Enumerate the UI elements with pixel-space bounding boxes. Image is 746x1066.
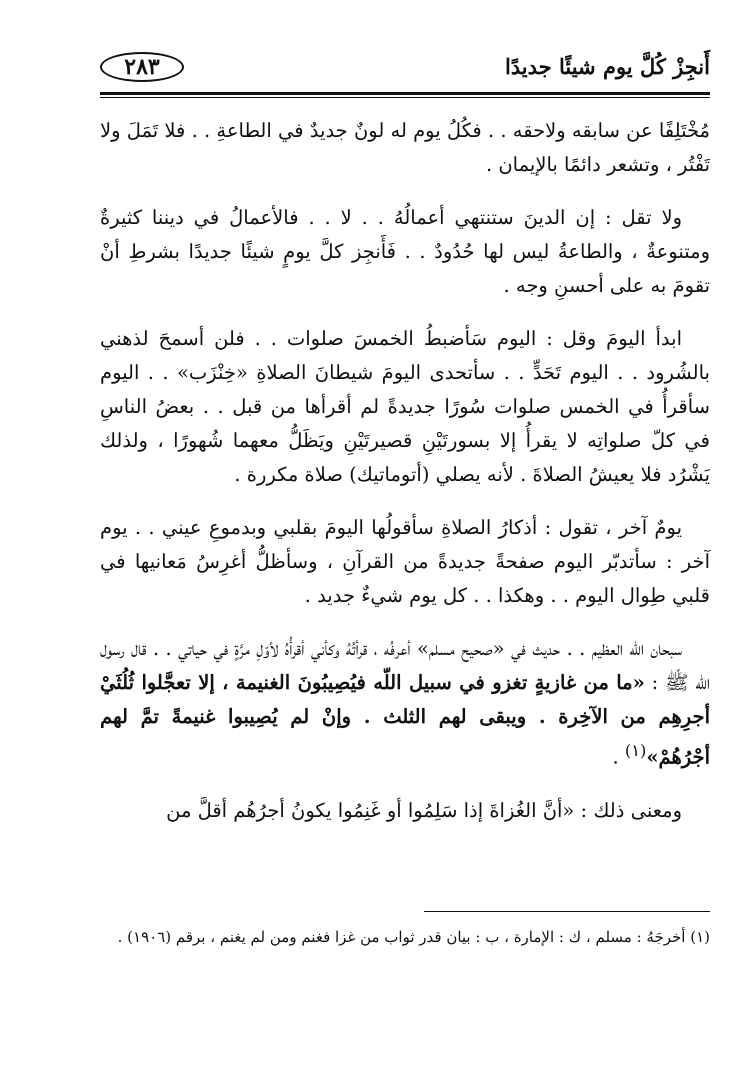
footnote-marker[interactable]: (١) xyxy=(624,741,647,760)
hadith-paragraph xyxy=(100,632,710,775)
sentence-end: . xyxy=(612,745,619,769)
page-number: ٢٨٣ xyxy=(100,52,184,82)
paragraph: ومعنى ذلك : «أنَّ الغُزاةَ إذا سَلِمُوا أو غَنِمُوا يكونُ أجرُهُم أقلَّ من xyxy=(166,798,682,822)
paragraph: ابدأ اليومَ وقل : اليوم سَأضبطُ الخمسَ صلوات . . فلن أسمحَ لذهني بالشُرود . . اليوم تَحَدٍّ . . سأتحدى اليومَ شيطانَ الصلاةِ «خِنْزَب» . . اليوم سأقرأُ في الخمس صلوات سُورًا جديدةً لم أقرأها من قبل . . بعضُ الناسِ في كلّ صلواتِه لا يقرأُ إلا بسورتَيْنِ قصيرتَيْنِ ويَظَلُّ معهما شُهورًا ، ولذلك يَشْرُد فلا يعيشُ الصلاةَ . لأنه يصلي (أتوماتيك) صلاة مكررة . xyxy=(100,327,710,486)
paragraph: مُخْتَلِفًا عن سابقه ولاحقه . . فكُلُ يوم له لونٌ جديدٌ في الطاعةِ . . فلا تَمَلَ ولا تَفْتُر ، وتشعر دائمًا بالإيمان . xyxy=(100,119,710,176)
header-rule-thin xyxy=(100,97,710,98)
page-header xyxy=(100,50,710,90)
header-rule xyxy=(100,92,710,95)
body-text xyxy=(100,114,710,847)
paragraph: ولا تقل : إن الدينَ ستنتهي أعمالُهُ . . لا . . فالأعمالُ في ديننا كثيرةٌ ومتنوعةٌ ، والطاعةُ ليس لها حُدُودٌ . . فَأَنجِز كلَّ يومٍ شيئًا جديدًا بشرطِ أنْ تقومَ به على أحسنِ وجه . xyxy=(100,206,710,297)
footnote-rule xyxy=(424,911,710,912)
hadith-quote: «ما من غازيةٍ تغزو في سبيل اللّه فيُصِيبُونَ الغنيمة ، إلا تعجَّلوا ثُلُثَيْ أجرِهِم من الآخِرة . ويبقى لهم الثلث . وإنْ لم يُصِيبوا غنيمةً تمَّ لهم أجْرُهُمْ» xyxy=(100,671,710,769)
hadith-intro: سبحان اللّه العظيم . . حديث في «صحيح مسلم» أعرفُه ، قرأتُهُ وكأني أقرأُهُ لأوّلِ مرَّةٍ في حياتي . . قال رسول اللّه ﷺ : xyxy=(100,637,710,694)
paragraph: يومٌ آخر ، تقول : أذكارُ الصلاةِ سأقولُها اليومَ بقلبي وبدموعِ عيني . . يوم آخر : سأتدبّر اليوم صفحةً جديدةً من القرآنِ ، وسأظلُّ أغرِسُ مَعانيها في قلبي طِوال اليوم . . وهكذا . . كل يوم شيءٌ جديد . xyxy=(100,516,710,607)
running-title: أَنجِزْ كُلَّ يوم شيئًا جديدًا xyxy=(504,54,710,79)
footnote: (١) أخرجَهُ : مسلم ، ك : الإمارة ، ب : بيان قدر ثواب من غزا فغنم ومن لم يغنم ، برقم (١٩٠٦) . xyxy=(117,928,710,946)
